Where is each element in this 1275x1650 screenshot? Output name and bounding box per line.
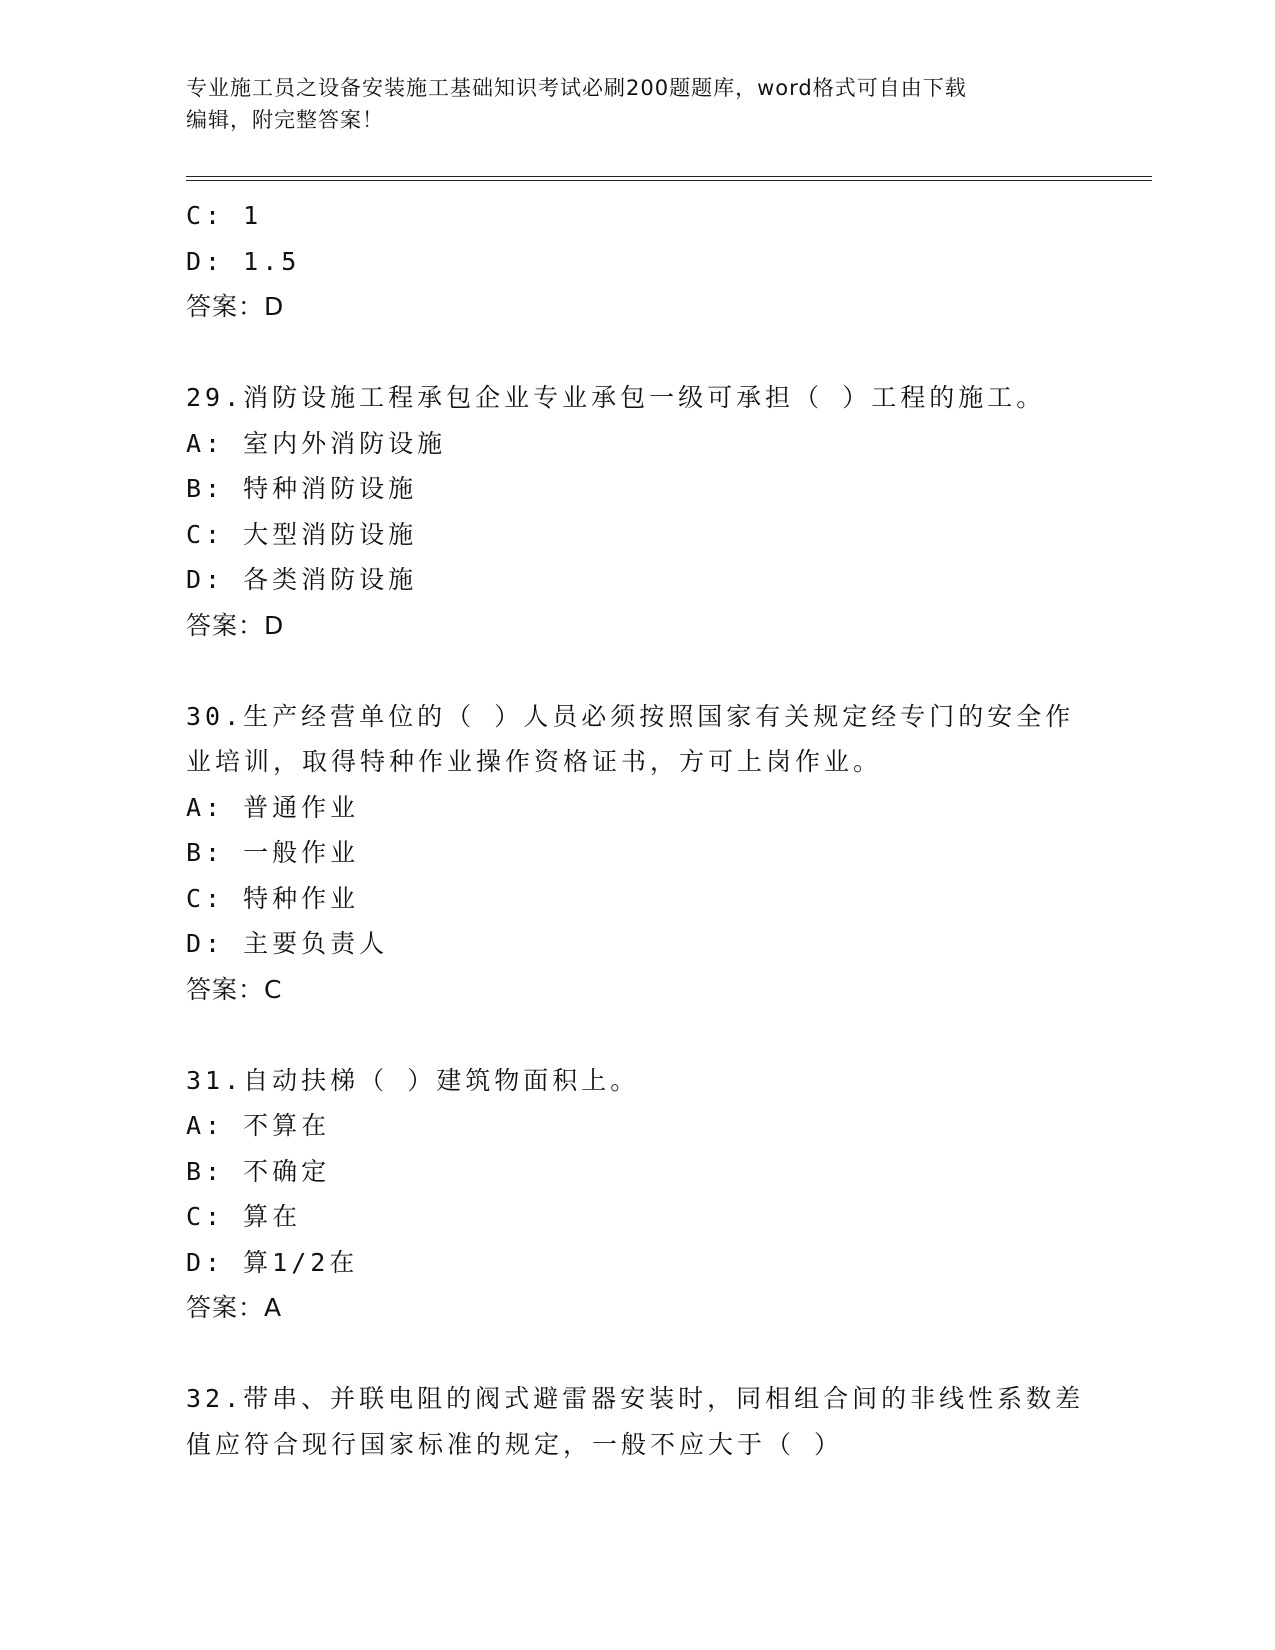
question-stem: 31.自动扶梯（ ）建筑物面积上。 (186, 1065, 640, 1095)
option-b: B: 一般作业 (186, 838, 360, 867)
option-a: A: 室内外消防设施 (186, 428, 447, 458)
option-d: D: 算1/2在 (186, 1247, 359, 1277)
spacer (186, 330, 1086, 376)
answer: 答案：C (186, 974, 283, 1004)
spacer (186, 1012, 1086, 1058)
option-c: C: 算在 (186, 1202, 302, 1231)
option-c: C: 大型消防设施 (186, 519, 418, 549)
document-header (186, 72, 1086, 136)
option-d: D: 1.5 (186, 246, 301, 276)
question-29 (186, 375, 1086, 648)
question-stem: 29.消防设施工程承包企业专业承包一级可承担（ ）工程的施工。 (186, 383, 1046, 412)
header-double-rule (186, 176, 1152, 181)
option-c: C: 1 (186, 201, 263, 230)
answer: 答案：D (186, 292, 285, 321)
option-d: D: 主要负责人 (186, 929, 389, 958)
spacer (186, 1331, 1086, 1377)
question-32 (186, 1376, 1086, 1467)
question-stem: 32.带串、并联电阻的阀式避雷器安装时，同相组合间的非线性系数差 (186, 1384, 1085, 1413)
option-a: A: 不算在 (186, 1111, 331, 1140)
question-stem-continued: 值应符合现行国家标准的规定，一般不应大于（ ） (186, 1429, 844, 1459)
option-b: B: 不确定 (186, 1156, 331, 1186)
spacer (186, 648, 1086, 694)
question-30 (186, 694, 1086, 1013)
answer: 答案：D (186, 610, 285, 640)
question-28-tail (186, 193, 1086, 330)
answer: 答案：A (186, 1293, 283, 1322)
question-list (186, 193, 1086, 1467)
option-c: C: 特种作业 (186, 883, 360, 913)
option-d: D: 各类消防设施 (186, 565, 418, 594)
question-31 (186, 1058, 1086, 1331)
question-stem: 30.生产经营单位的（ ）人员必须按照国家有关规定经专门的安全作 (186, 701, 1075, 731)
header-title-line-2: 编辑，附完整答案！ (186, 108, 384, 132)
header-title-line-1: 专业施工员之设备安装施工基础知识考试必刷200题题库，word格式可自由下载 (186, 76, 967, 100)
option-a: A: 普通作业 (186, 792, 360, 822)
option-b: B: 特种消防设施 (186, 474, 418, 503)
question-stem-continued: 业培训，取得特种作业操作资格证书，方可上岗作业。 (186, 747, 883, 776)
